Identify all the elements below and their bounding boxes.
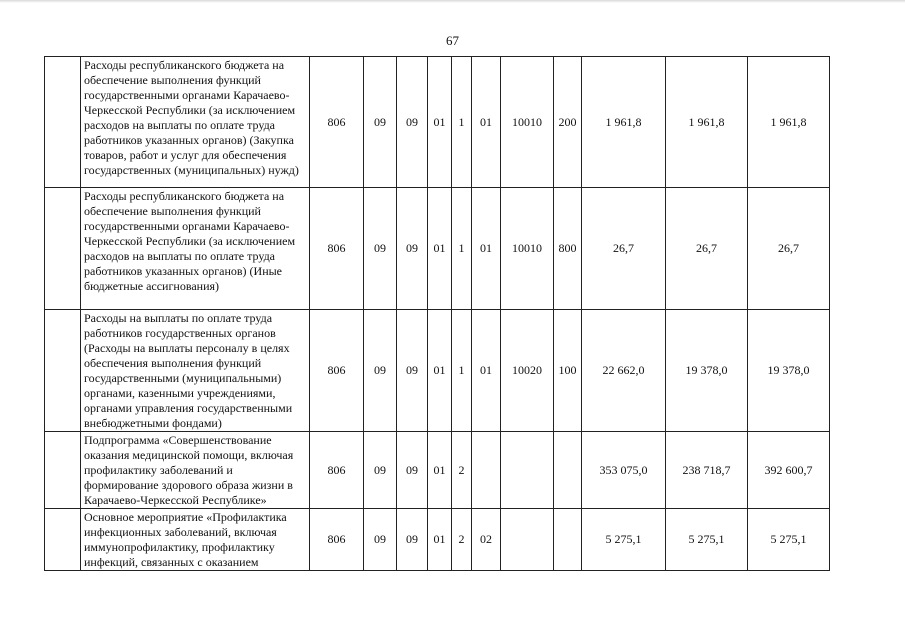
direction-code: 10020: [501, 310, 554, 432]
subprogram-code: 2: [452, 432, 472, 509]
subsection-code: 09: [397, 188, 428, 310]
subsection-code: 09: [397, 310, 428, 432]
ministry-code: 806: [310, 310, 364, 432]
main-event-code: 01: [472, 57, 501, 188]
table-row: [45, 509, 830, 571]
ministry-code: 806: [310, 188, 364, 310]
direction-code: [501, 509, 554, 571]
subsection-code: 09: [397, 57, 428, 188]
budget-table: [44, 56, 830, 571]
row-marker-cell: [45, 188, 81, 310]
subprogram-code: 2: [452, 509, 472, 571]
amount-year-3: 392 600,7: [748, 432, 830, 509]
direction-code: 10010: [501, 57, 554, 188]
expense-type-code: 100: [554, 310, 582, 432]
program-code: 01: [428, 432, 452, 509]
program-code: 01: [428, 57, 452, 188]
amount-year-1: 26,7: [582, 188, 666, 310]
row-description: Основное мероприятие «Профилактика инфекционных заболеваний, включая иммунопрофилактику, профилактику инфекций, связанных с оказанием: [81, 509, 310, 571]
scan-top-edge: [0, 0, 905, 3]
section-code: 09: [364, 57, 397, 188]
expense-type-code: 800: [554, 188, 582, 310]
table-row: [45, 57, 830, 188]
subsection-code: 09: [397, 509, 428, 571]
subprogram-code: 1: [452, 310, 472, 432]
main-event-code: [472, 432, 501, 509]
row-description: Расходы на выплаты по оплате труда работников государственных органов (Расходы на выплаты персоналу в целях обеспечения выполнения функций государственными (муниципальными) органами, казенными учреждениями, органами управления государственными внебюджетными фондами): [81, 310, 310, 432]
row-marker-cell: [45, 432, 81, 509]
expense-type-code: [554, 432, 582, 509]
program-code: 01: [428, 188, 452, 310]
amount-year-1: 353 075,0: [582, 432, 666, 509]
amount-year-2: 19 378,0: [666, 310, 748, 432]
expense-type-code: [554, 509, 582, 571]
section-code: 09: [364, 188, 397, 310]
section-code: 09: [364, 310, 397, 432]
subprogram-code: 1: [452, 188, 472, 310]
amount-year-1: 22 662,0: [582, 310, 666, 432]
section-code: 09: [364, 432, 397, 509]
main-event-code: 01: [472, 310, 501, 432]
ministry-code: 806: [310, 509, 364, 571]
section-code: 09: [364, 509, 397, 571]
page-number: 67: [446, 33, 459, 48]
amount-year-3: 1 961,8: [748, 57, 830, 188]
amount-year-1: 5 275,1: [582, 509, 666, 571]
row-description: Расходы республиканского бюджета на обеспечение выполнения функций государственными органами Карачаево-Черкесской Республики (за исключением расходов на выплаты по оплате труда работников указанных органов) (Закупка товаров, работ и услуг для обеспечения государственных (муниципальных) нужд): [81, 57, 310, 188]
row-description: Расходы республиканского бюджета на обеспечение выполнения функций государственными органами Карачаево-Черкесской Республики (за исключением расходов на выплаты по оплате труда работников указанных органов) (Иные бюджетные ассигнования): [81, 188, 310, 310]
amount-year-2: 26,7: [666, 188, 748, 310]
ministry-code: 806: [310, 432, 364, 509]
main-event-code: 02: [472, 509, 501, 571]
direction-code: 10010: [501, 188, 554, 310]
row-marker-cell: [45, 310, 81, 432]
row-marker-cell: [45, 57, 81, 188]
subprogram-code: 1: [452, 57, 472, 188]
subsection-code: 09: [397, 432, 428, 509]
amount-year-3: 5 275,1: [748, 509, 830, 571]
program-code: 01: [428, 310, 452, 432]
amount-year-2: 238 718,7: [666, 432, 748, 509]
amount-year-1: 1 961,8: [582, 57, 666, 188]
table-row: [45, 432, 830, 509]
expense-type-code: 200: [554, 57, 582, 188]
amount-year-2: 1 961,8: [666, 57, 748, 188]
direction-code: [501, 432, 554, 509]
amount-year-3: 26,7: [748, 188, 830, 310]
amount-year-3: 19 378,0: [748, 310, 830, 432]
table-row: [45, 310, 830, 432]
main-event-code: 01: [472, 188, 501, 310]
program-code: 01: [428, 509, 452, 571]
row-marker-cell: [45, 509, 81, 571]
ministry-code: 806: [310, 57, 364, 188]
row-description: Подпрограмма «Совершенствование оказания медицинской помощи, включая профилактику заболеваний и формирование здорового образа жизни в Карачаево-Черкесской Республике»: [81, 432, 310, 509]
amount-year-2: 5 275,1: [666, 509, 748, 571]
table-row: [45, 188, 830, 310]
